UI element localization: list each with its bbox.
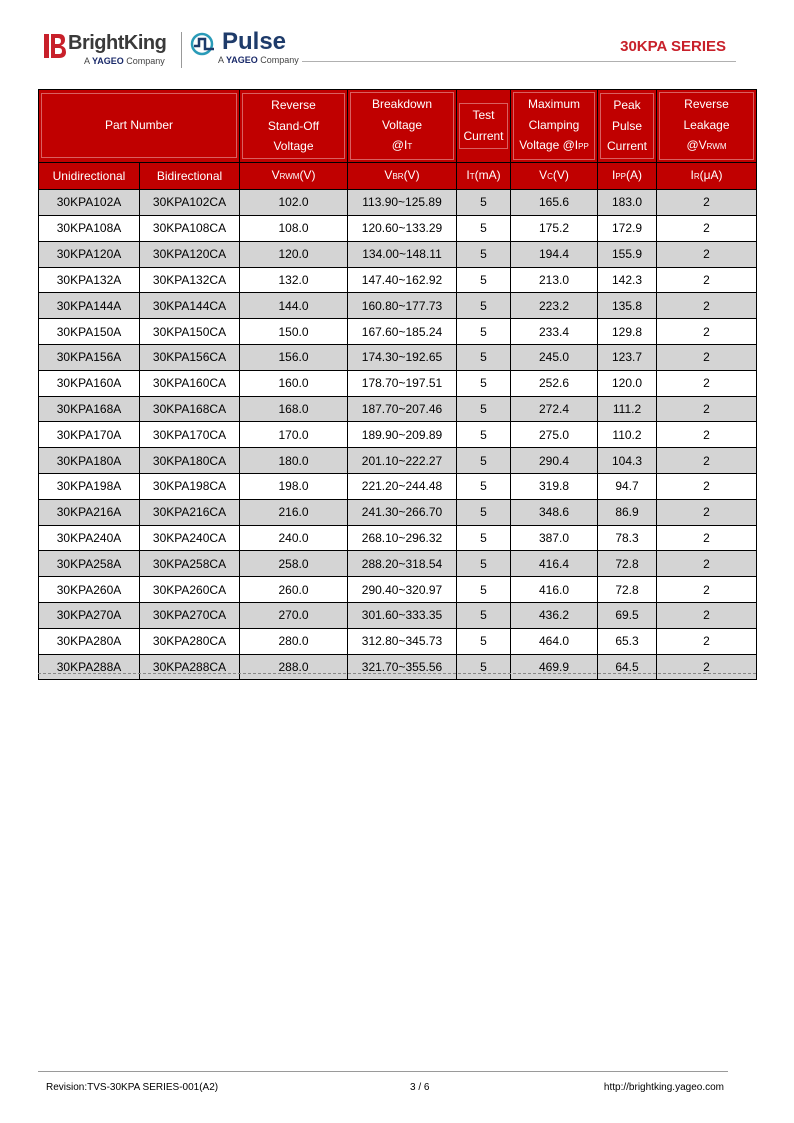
table-row [39,293,757,319]
cell-vbr: 288.20~318.54 [348,551,457,577]
unit: (μA) [699,167,723,182]
cell-vbr: 268.10~296.32 [348,525,457,551]
cell-it: 5 [457,422,511,448]
header-peak-pulse [598,90,657,163]
header-line: Pulse [611,118,643,133]
cell-bidirectional: 30KPA144CA [140,293,240,319]
cell-vbr: 241.30~266.70 [348,499,457,525]
table-row [39,370,757,396]
table-end-rule [38,673,756,674]
cell-unidirectional: 30KPA240A [39,525,140,551]
page-header [0,0,794,80]
cell-unidirectional: 30KPA270A [39,602,140,628]
cell-vbr: 321.70~355.56 [348,654,457,680]
table-row [39,499,757,525]
cell-ir: 2 [657,241,757,267]
cell-bidirectional: 30KPA258CA [140,551,240,577]
table-row [39,216,757,242]
cell-bidirectional: 30KPA170CA [140,422,240,448]
cell-unidirectional: 30KPA180A [39,448,140,474]
cell-ipp: 155.9 [598,241,657,267]
header-line: Voltage @I [519,138,579,152]
logo-divider [181,32,182,68]
header-breakdown-voltage-label [350,92,454,160]
cell-vc: 223.2 [511,293,598,319]
brightking-name: BrightKing [68,32,167,54]
cell-vc: 252.6 [511,370,598,396]
header-rule [302,61,736,62]
cell-unidirectional: 30KPA108A [39,216,140,242]
cell-bidirectional: 30KPA270CA [140,602,240,628]
cell-unidirectional: 30KPA258A [39,551,140,577]
cell-ir: 2 [657,602,757,628]
cell-bidirectional: 30KPA280CA [140,628,240,654]
cell-it: 5 [457,396,511,422]
cell-vc: 275.0 [511,422,598,448]
cell-vbr: 160.80~177.73 [348,293,457,319]
footer-page-number: 3 / 6 [410,1082,430,1093]
header-vrwm [240,162,348,189]
cell-ipp: 64.5 [598,654,657,680]
header-subscript: T [407,142,413,151]
cell-unidirectional: 30KPA120A [39,241,140,267]
cell-bidirectional: 30KPA216CA [140,499,240,525]
header-peak-pulse-label [600,93,654,159]
cell-ir: 2 [657,473,757,499]
table-body [39,189,757,680]
cell-vbr: 221.20~244.48 [348,473,457,499]
cell-it: 5 [457,654,511,680]
cell-bidirectional: 30KPA260CA [140,577,240,603]
cell-it: 5 [457,551,511,577]
unit: (A) [626,167,642,182]
cell-unidirectional: 30KPA170A [39,422,140,448]
cell-ipp: 104.3 [598,448,657,474]
cell-vrwm: 270.0 [240,602,348,628]
symbol: V [539,167,548,182]
cell-vc: 348.6 [511,499,598,525]
tagline-prefix: A [218,55,224,65]
cell-vc: 245.0 [511,344,598,370]
symbol: V [384,167,393,182]
cell-ipp: 72.8 [598,577,657,603]
tagline-brand: YAGEO [92,56,124,66]
cell-ipp: 183.0 [598,189,657,216]
table-row [39,422,757,448]
cell-vbr: 290.40~320.97 [348,577,457,603]
cell-bidirectional: 30KPA102CA [140,189,240,216]
cell-ir: 2 [657,628,757,654]
cell-vc: 319.8 [511,473,598,499]
cell-vc: 233.4 [511,319,598,345]
header-line: Reverse [271,98,316,112]
header-line: @V [686,138,707,152]
cell-ipp: 123.7 [598,344,657,370]
cell-vbr: 120.60~133.29 [348,216,457,242]
cell-ir: 2 [657,577,757,603]
cell-unidirectional: 30KPA160A [39,370,140,396]
unit: (V) [552,167,569,182]
cell-it: 5 [457,499,511,525]
brightking-tagline [84,56,165,66]
cell-ir: 2 [657,189,757,216]
header-subscript: PP [578,142,589,151]
cell-vrwm: 168.0 [240,396,348,422]
table-row [39,473,757,499]
symbol-subscript: T [469,171,475,181]
header-ipp [598,162,657,189]
cell-ir: 2 [657,654,757,680]
header-line: Test [472,107,495,122]
cell-ipp: 172.9 [598,216,657,242]
cell-unidirectional: 30KPA132A [39,267,140,293]
footer-revision: Revision:TVS-30KPA SERIES-001(A2) [46,1082,219,1093]
cell-ipp: 72.8 [598,551,657,577]
footer-url: http://brightking.yageo.com [603,1082,724,1093]
tagline-brand: YAGEO [226,55,258,65]
cell-vrwm: 120.0 [240,241,348,267]
table-row [39,551,757,577]
cell-bidirectional: 30KPA160CA [140,370,240,396]
header-line: Current [463,128,504,143]
table-row [39,577,757,603]
cell-vbr: 189.90~209.89 [348,422,457,448]
cell-vc: 194.4 [511,241,598,267]
cell-it: 5 [457,267,511,293]
cell-vrwm: 170.0 [240,422,348,448]
symbol-subscript: PP [615,171,626,181]
cell-vrwm: 102.0 [240,189,348,216]
header-line: Voltage [273,139,314,153]
header-part-number-label: Part Number [41,93,237,158]
cell-bidirectional: 30KPA132CA [140,267,240,293]
header-reverse-standoff [240,90,348,163]
cell-vbr: 113.90~125.89 [348,189,457,216]
cell-unidirectional: 30KPA280A [39,628,140,654]
header-line: Current [606,139,647,153]
cell-unidirectional: 30KPA216A [39,499,140,525]
table-row [39,241,757,267]
cell-it: 5 [457,189,511,216]
cell-vc: 272.4 [511,396,598,422]
table-row [39,189,757,216]
cell-vbr: 178.70~197.51 [348,370,457,396]
cell-ir: 2 [657,422,757,448]
cell-vc: 175.2 [511,216,598,242]
specification-table [38,89,757,680]
cell-bidirectional: 30KPA168CA [140,396,240,422]
cell-vrwm: 260.0 [240,577,348,603]
cell-ipp: 111.2 [598,396,657,422]
cell-ipp: 142.3 [598,267,657,293]
cell-ir: 2 [657,499,757,525]
cell-vrwm: 156.0 [240,344,348,370]
header-row-1 [39,90,757,163]
header-line: Voltage [381,117,423,132]
header-line: Breakdown [371,97,433,111]
unit: (mA) [474,167,501,182]
symbol: V [271,167,280,182]
header-line: Clamping [528,117,580,132]
cell-ir: 2 [657,293,757,319]
cell-bidirectional: 30KPA150CA [140,319,240,345]
cell-vbr: 167.60~185.24 [348,319,457,345]
symbol-subscript: BR [392,171,404,181]
table-row [39,525,757,551]
unit: (V) [403,167,420,182]
cell-ir: 2 [657,525,757,551]
cell-vc: 464.0 [511,628,598,654]
header-line: @I [391,138,408,152]
cell-unidirectional: 30KPA144A [39,293,140,319]
header-unidirectional: Unidirectional [39,162,140,189]
cell-vc: 213.0 [511,267,598,293]
cell-bidirectional: 30KPA288CA [140,654,240,680]
header-vbr [348,162,457,189]
unit: (V) [299,167,316,182]
cell-vrwm: 258.0 [240,551,348,577]
cell-bidirectional: 30KPA240CA [140,525,240,551]
table-header [39,90,757,190]
cell-ipp: 86.9 [598,499,657,525]
header-reverse-standoff-label [242,93,345,159]
header-max-clamping-label [513,92,595,160]
tagline-prefix: A [84,56,90,66]
cell-ir: 2 [657,370,757,396]
header-subscript: RWM [706,142,727,151]
header-line: Stand-Off [267,118,320,133]
cell-vc: 416.4 [511,551,598,577]
cell-ipp: 110.2 [598,422,657,448]
header-line: Leakage [683,117,730,132]
header-max-clamping [511,90,598,163]
cell-vbr: 147.40~162.92 [348,267,457,293]
header-line: Maximum [527,97,580,111]
cell-ir: 2 [657,448,757,474]
cell-unidirectional: 30KPA156A [39,344,140,370]
header-breakdown-voltage [348,90,457,163]
cell-ipp: 69.5 [598,602,657,628]
cell-bidirectional: 30KPA198CA [140,473,240,499]
cell-vbr: 187.70~207.46 [348,396,457,422]
header-part-number [39,90,240,163]
cell-vrwm: 198.0 [240,473,348,499]
cell-vrwm: 144.0 [240,293,348,319]
cell-it: 5 [457,319,511,345]
table-row [39,448,757,474]
cell-ipp: 65.3 [598,628,657,654]
cell-bidirectional: 30KPA108CA [140,216,240,242]
cell-ir: 2 [657,319,757,345]
cell-ipp: 94.7 [598,473,657,499]
cell-ipp: 78.3 [598,525,657,551]
cell-it: 5 [457,525,511,551]
cell-ipp: 135.8 [598,293,657,319]
cell-vc: 165.6 [511,189,598,216]
header-reverse-leakage [657,90,757,163]
cell-ir: 2 [657,267,757,293]
table-row [39,602,757,628]
table-row [39,319,757,345]
table-row [39,628,757,654]
cell-ipp: 120.0 [598,370,657,396]
header-line: Peak [613,98,641,112]
cell-vc: 290.4 [511,448,598,474]
cell-ir: 2 [657,216,757,242]
symbol: I [690,167,694,182]
cell-it: 5 [457,370,511,396]
cell-vrwm: 288.0 [240,654,348,680]
cell-ir: 2 [657,344,757,370]
cell-vrwm: 150.0 [240,319,348,345]
cell-it: 5 [457,473,511,499]
footer-rule [38,1071,728,1072]
cell-bidirectional: 30KPA120CA [140,241,240,267]
cell-unidirectional: 30KPA198A [39,473,140,499]
symbol: I [466,167,470,182]
cell-vbr: 201.10~222.27 [348,448,457,474]
cell-vc: 387.0 [511,525,598,551]
table-row [39,267,757,293]
symbol-subscript: C [547,171,553,181]
cell-it: 5 [457,216,511,242]
cell-bidirectional: 30KPA180CA [140,448,240,474]
cell-vrwm: 108.0 [240,216,348,242]
cell-unidirectional: 30KPA288A [39,654,140,680]
cell-it: 5 [457,241,511,267]
header-test-current-label [459,103,508,149]
cell-unidirectional: 30KPA168A [39,396,140,422]
header-it [457,162,511,189]
cell-unidirectional: 30KPA102A [39,189,140,216]
cell-vbr: 312.80~345.73 [348,628,457,654]
pulse-name: Pulse [222,28,287,55]
header-line: Reverse [684,97,729,111]
cell-unidirectional: 30KPA260A [39,577,140,603]
cell-vbr: 301.60~333.35 [348,602,457,628]
symbol-subscript: R [693,171,700,181]
table-row [39,396,757,422]
table-row [39,654,757,680]
cell-it: 5 [457,293,511,319]
cell-vbr: 134.00~148.11 [348,241,457,267]
table-row [39,344,757,370]
header-row-2 [39,162,757,189]
header-ir [657,162,757,189]
cell-unidirectional: 30KPA150A [39,319,140,345]
symbol-subscript: RWM [279,171,300,181]
cell-vrwm: 280.0 [240,628,348,654]
cell-vrwm: 240.0 [240,525,348,551]
cell-ipp: 129.8 [598,319,657,345]
cell-vrwm: 216.0 [240,499,348,525]
header-test-current [457,90,511,163]
header-bidirectional: Bidirectional [140,162,240,189]
series-title: 30KPA SERIES [620,38,726,55]
cell-it: 5 [457,344,511,370]
tagline-suffix: Company [126,56,165,66]
tagline-suffix: Company [260,55,299,65]
cell-bidirectional: 30KPA156CA [140,344,240,370]
cell-vc: 436.2 [511,602,598,628]
cell-vrwm: 160.0 [240,370,348,396]
pulse-mark-icon [190,32,220,56]
header-reverse-leakage-label [659,92,754,160]
cell-it: 5 [457,628,511,654]
cell-vc: 469.9 [511,654,598,680]
cell-it: 5 [457,448,511,474]
header-vc [511,162,598,189]
cell-ir: 2 [657,396,757,422]
cell-vrwm: 180.0 [240,448,348,474]
cell-vbr: 174.30~192.65 [348,344,457,370]
cell-vrwm: 132.0 [240,267,348,293]
pulse-tagline [218,55,299,65]
cell-ir: 2 [657,551,757,577]
brightking-mark-icon [44,34,66,58]
symbol: I [611,167,616,182]
cell-it: 5 [457,602,511,628]
cell-it: 5 [457,577,511,603]
cell-vc: 416.0 [511,577,598,603]
